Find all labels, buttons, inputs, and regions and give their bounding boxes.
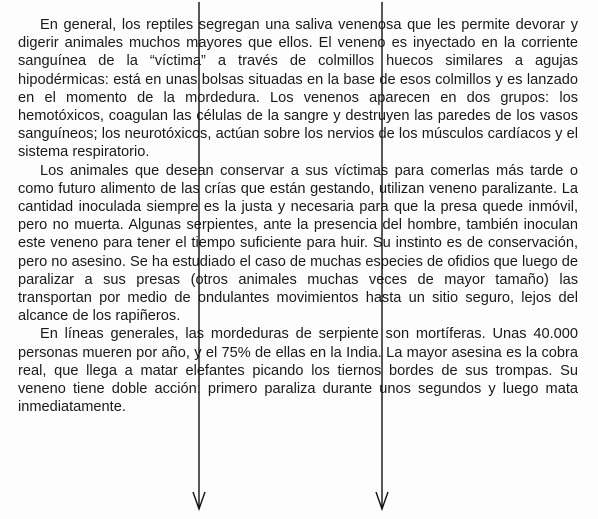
paragraph-2: Los animales que desean conservar a sus víctimas para comerlas más tarde o como futuro alimento de las crías que están gestando, utilizan veneno paralizante. La cantidad inoculada siempre es la justa y necesaria para que la presa quede inmóvil, pero no muerta. Algunas serpientes, ante la presencia del hombre, también inoculan este veneno para tener el tiempo suficiente para huir. Su instinto es de conservación, pero no asesino. Se ha estudiado el caso de muchas especies de ofidios que luego de paralizar a sus presas (otros animales muchas veces de mayor tamaño) las transportan por medio de ondulantes movimientos hasta un sitio seguro, lejos del alcance de los rapiñeros. — [18, 162, 578, 325]
article-body — [18, 16, 578, 416]
paragraph-3: En líneas generales, las mordeduras de serpiente son mortíferas. Unas 40.000 personas mueren por año, y el 75% de ellas en la India. La mayor asesina es la cobra real, que llega a matar elefantes picando los tiernos bordes de sus trompas. Su veneno tiene doble acción: primero paraliza durante unos segundos y luego mata inmediatamente. — [18, 326, 578, 416]
paragraph-1: En general, los reptiles segregan una saliva venenosa que les permite devorar y digerir animales muchos mayores que ellos. El veneno es inyectado en la corriente sanguínea de la “víctima” a través de colmillos huecos similares a agujas hipodérmicas: está en unas bolsas situadas en la base de esos colmillos y es lanzado en el momento de la mordedura. Los venenos aparecen en dos grupos: los hemotóxicos, coagulan las células de la sangre y destruyen las paredes de los vasos sanguíneos; los neurotóxicos, actúan sobre los nervios de los músculos cardíacos y el sistema respiratorio. — [18, 17, 578, 161]
